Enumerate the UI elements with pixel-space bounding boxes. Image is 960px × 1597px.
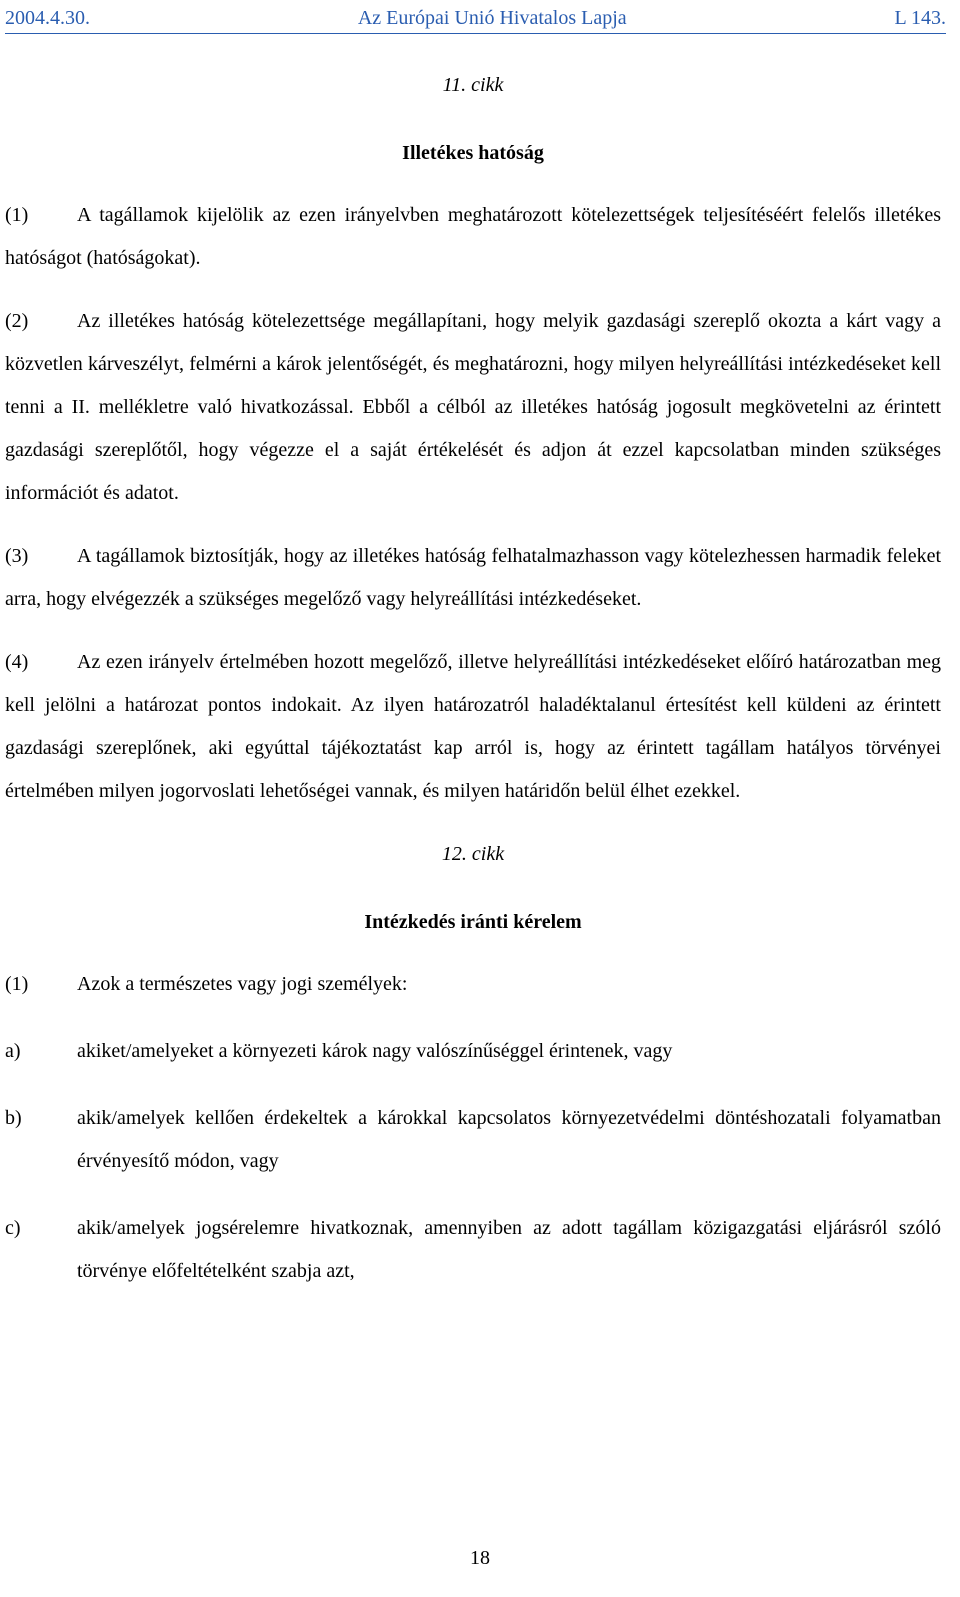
header-journal-title: Az Európai Unió Hivatalos Lapja <box>357 7 627 29</box>
header-date: 2004.4.30. <box>5 7 90 29</box>
article-paragraph <box>5 194 941 280</box>
list-item-label: b) <box>5 1107 22 1129</box>
list-item <box>5 1030 941 1073</box>
article-title: Intézkedés iránti kérelem <box>364 911 582 933</box>
list-item-label: a) <box>5 1040 21 1062</box>
article-title: Illetékes hatóság <box>402 142 544 164</box>
article-paragraph <box>5 641 941 813</box>
article-11 <box>5 64 941 813</box>
article-number: 11. cikk <box>442 74 504 96</box>
document-body <box>5 64 941 1317</box>
list-item <box>5 1097 941 1183</box>
paragraph-text: Az ezen irányelv értelmében hozott megelőző, illetve helyreállítási intézkedéseket előíró határozatban meg kell jelölni a határozat pontos indokait. Az ilyen határozatról haladéktalanul értesítést kell küldeni az érintett gazdasági szereplőnek, aki egyúttal tájékoztatást kap arról is, hogy az érintett tagállam hatályos törvényei értelmében milyen jogorvoslati lehetőségei vannak, és milyen határidőn belül élhet ezekkel. <box>5 651 941 802</box>
header-divider <box>5 33 946 34</box>
paragraph-number: (1) <box>5 973 29 995</box>
page-number: 18 <box>470 1547 490 1569</box>
article-paragraph <box>5 300 941 515</box>
paragraph-text: Az illetékes hatóság kötelezettsége megállapítani, hogy melyik gazdasági szereplő okozta a kárt vagy a közvetlen kárveszélyt, felmérni a károk jelentőségét, és meghatározni, hogy milyen helyreállítási intézkedéseket kell tenni a II. mellékletre való hivatkozással. Ebből a célból az illetékes hatóság jogosult megkövetelni az érintett gazdasági szereplőtől, hogy végezze el a saját értékelését és adjon át ezzel kapcsolatban minden szükséges információt és adatot. <box>5 310 941 504</box>
running-header <box>5 4 946 32</box>
list-item-label: c) <box>5 1217 21 1239</box>
paragraph-number: (4) <box>5 651 29 673</box>
paragraph-number: (2) <box>5 310 29 332</box>
paragraph-text: A tagállamok kijelölik az ezen irányelvben meghatározott kötelezettségek teljesítéséért felelős illetékes hatóságot (hatóságokat). <box>5 204 941 269</box>
paragraph-number: (3) <box>5 545 29 567</box>
list-item-text: akiket/amelyeket a környezeti károk nagy valószínűséggel érintenek, vagy <box>77 1040 673 1062</box>
paragraph-number: (1) <box>5 204 29 226</box>
article-paragraph <box>5 535 941 621</box>
article-number: 12. cikk <box>441 843 505 865</box>
article-paragraph <box>5 963 941 1006</box>
header-page-reference: L 143. <box>894 7 946 29</box>
paragraph-text: A tagállamok biztosítják, hogy az illetékes hatóság felhatalmazhasson vagy kötelezhessen harmadik feleket arra, hogy elvégezzék a szükséges megelőző vagy helyreállítási intézkedéseket. <box>5 545 941 610</box>
list-item-text: akik/amelyek jogsérelemre hivatkoznak, amennyiben az adott tagállam közigazgatási eljárásról szóló törvénye előfeltételként szabja azt, <box>77 1217 941 1282</box>
list-item-text: akik/amelyek kellően érdekeltek a károkkal kapcsolatos környezetvédelmi döntéshozatali folyamatban érvényesítő módon, vagy <box>77 1107 941 1172</box>
paragraph-text: Azok a természetes vagy jogi személyek: <box>77 973 408 995</box>
list-item <box>5 1207 941 1293</box>
article-12 <box>5 833 941 1293</box>
